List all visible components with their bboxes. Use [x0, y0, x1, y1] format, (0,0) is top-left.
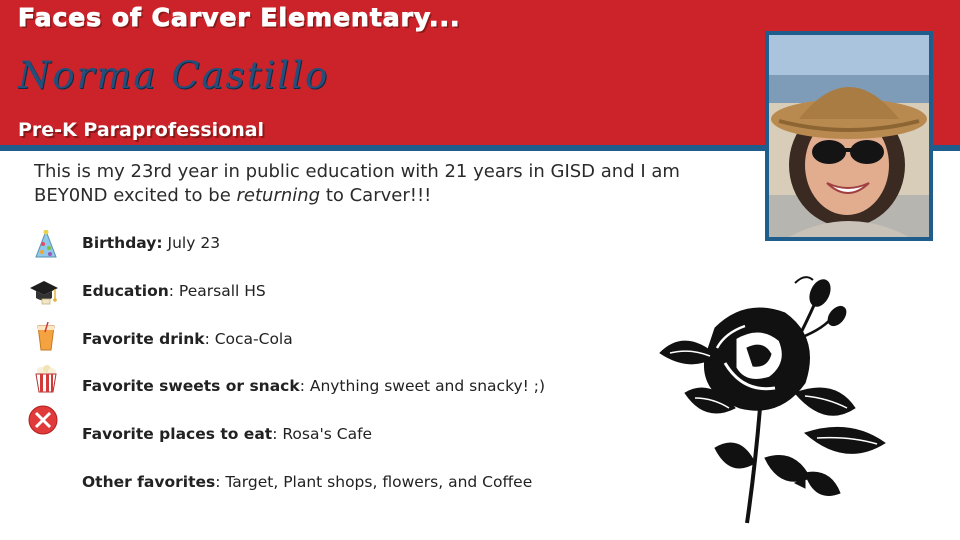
fact-favorite-drink: [82, 330, 293, 348]
fact-favorite-snack: [82, 377, 545, 395]
popcorn-icon: [31, 364, 61, 394]
fact-label: Birthday:: [82, 234, 163, 252]
intro-text: [34, 160, 734, 208]
fact-value: : Pearsall HS: [168, 282, 266, 300]
fact-education: [82, 282, 266, 300]
fork-knife-icon: [28, 405, 58, 435]
page-title: Faces of Carver Elementary...: [18, 3, 461, 32]
fact-value: : Rosa's Cafe: [272, 425, 373, 443]
fact-birthday: [82, 234, 220, 252]
graduation-cap-icon: [28, 278, 58, 308]
rose-illustration: [655, 268, 895, 530]
party-hat-icon: [31, 230, 61, 260]
fact-value: : Anything sweet and snacky! ;): [299, 377, 546, 395]
fact-label: Favorite places to eat: [82, 425, 273, 443]
fact-other-favorites: [82, 473, 532, 491]
drink-icon: [31, 322, 61, 352]
fact-label: Favorite sweets or snack: [82, 377, 300, 395]
staff-name: Norma Castillo: [18, 54, 330, 97]
fact-favorite-places: [82, 425, 372, 443]
intro-emphasis: returning: [236, 185, 321, 206]
fact-label: Favorite drink: [82, 330, 205, 348]
fact-label: Education: [82, 282, 169, 300]
staff-role: Pre-K Paraprofessional: [18, 119, 265, 141]
profile-photo: [765, 31, 933, 241]
intro-part-2: to Carver!!!: [320, 185, 432, 206]
fact-value: : Target, Plant shops, flowers, and Coffee: [215, 473, 533, 491]
fact-value: : Coca-Cola: [204, 330, 293, 348]
intro-part-1: This is my 23rd year in public education with 21 years in GISD and I am BEY0ND excited to be: [34, 161, 680, 206]
fact-value: July 23: [162, 234, 221, 252]
fact-label: Other favorites: [82, 473, 216, 491]
